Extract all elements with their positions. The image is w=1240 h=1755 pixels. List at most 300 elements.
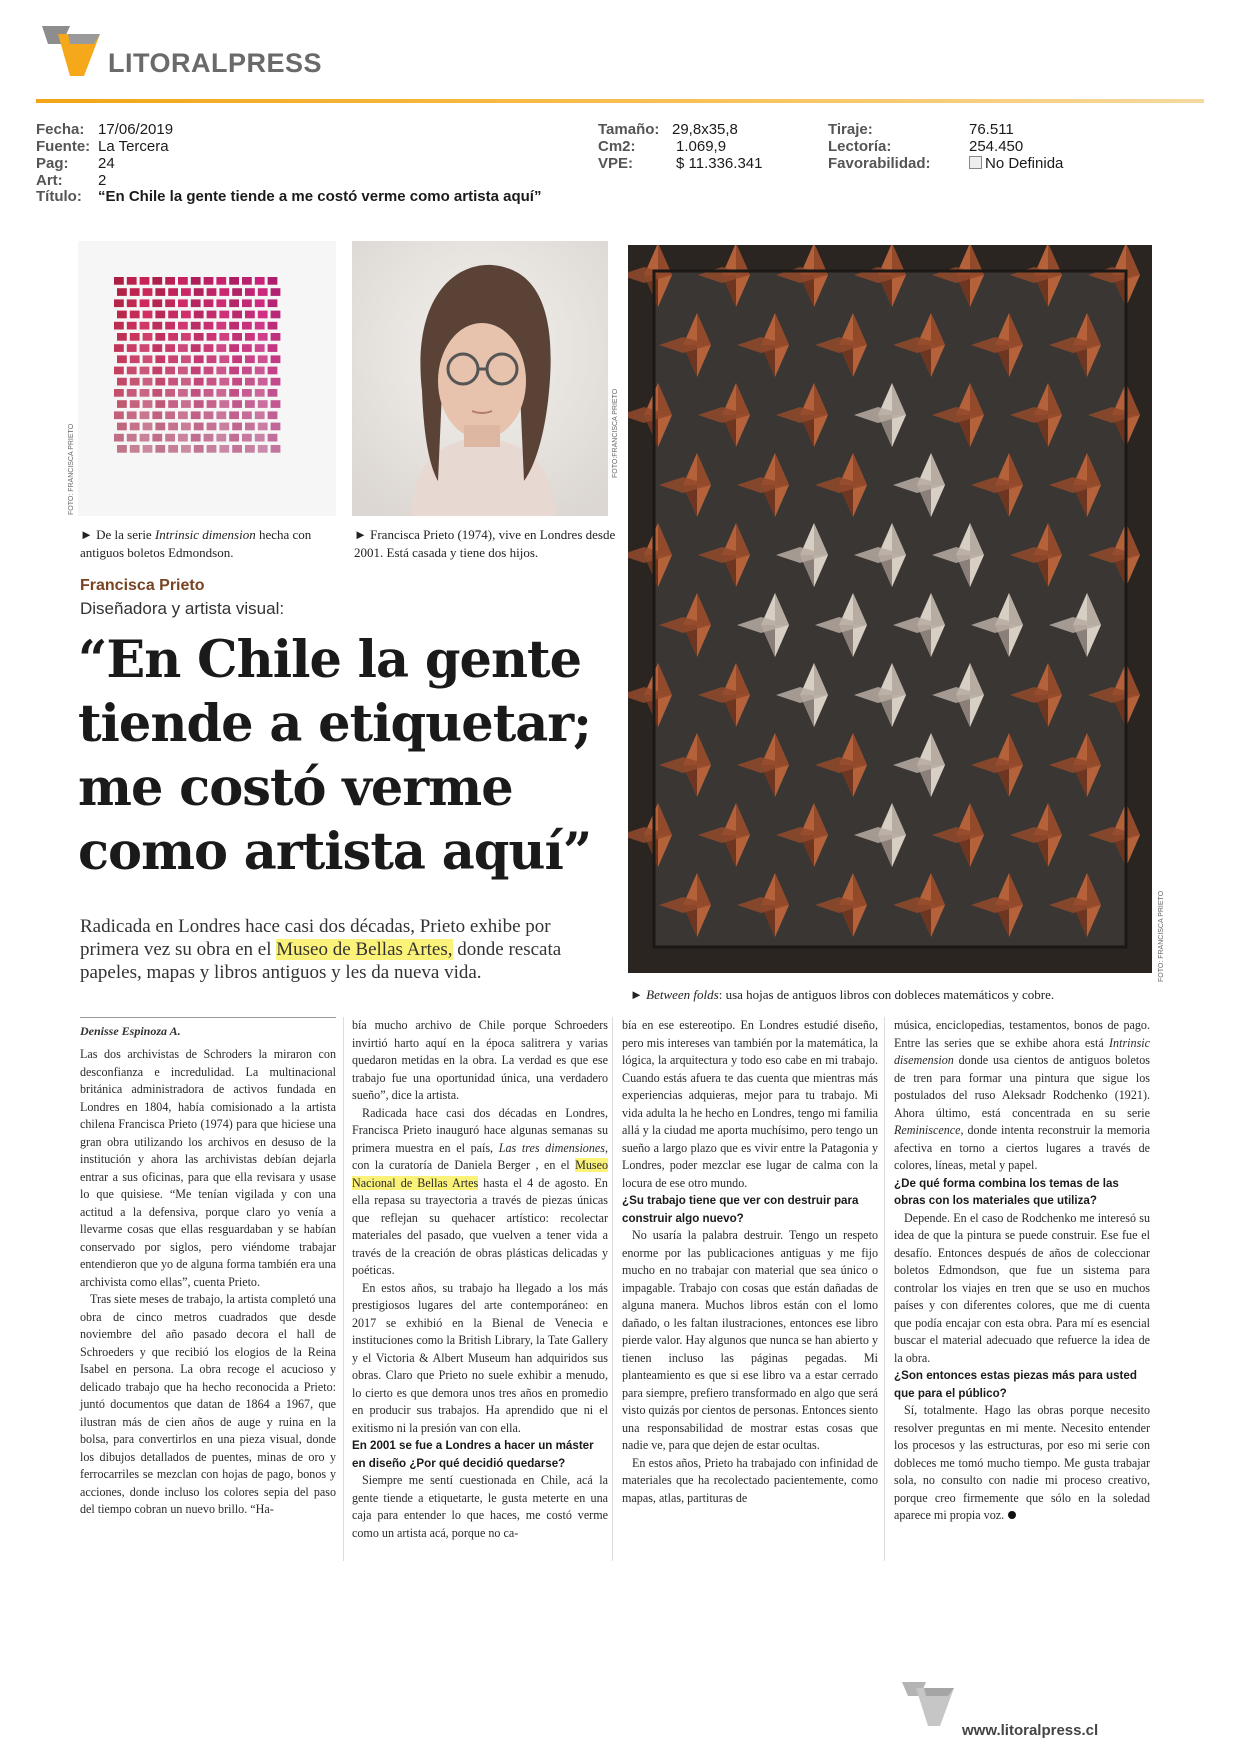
ticket-tile <box>255 277 265 285</box>
ticket-tile <box>232 333 242 341</box>
ticket-tile <box>117 378 127 386</box>
ticket-tile <box>207 333 217 341</box>
ticket-tile <box>114 322 124 330</box>
ticket-tile <box>194 400 204 408</box>
folded-artwork-image <box>628 245 1152 973</box>
col4-paragraph <box>894 1017 1150 1175</box>
col2-text: Radicada hace casi dos décadas en Londres, Francisca Prieto inauguró hace algunas semanas su primera muestra en el país, <box>352 1105 608 1155</box>
ticket-tile <box>127 299 137 307</box>
ticket-tile <box>114 434 124 442</box>
ticket-tile <box>140 367 150 375</box>
ticket-tile <box>178 277 188 285</box>
ticket-tile <box>114 277 124 285</box>
ticket-tile <box>127 344 137 352</box>
meta-label-titulo: Título: <box>36 188 82 205</box>
ticket-tile <box>191 299 201 307</box>
ticket-tile <box>229 389 239 397</box>
ticket-tile <box>178 299 188 307</box>
ticket-tile <box>216 277 226 285</box>
col2-italic: Las tres dimensiones <box>498 1140 605 1155</box>
ticket-tile <box>152 322 162 330</box>
caption-c <box>630 986 1170 1004</box>
ticket-tile <box>255 367 265 375</box>
meta-label-vpe: VPE: <box>598 155 634 172</box>
ticket-tile <box>181 311 191 319</box>
lead-after: donde rescata papeles, mapas y libros antiguos y les da nueva vida. <box>80 939 562 983</box>
ticket-tile <box>152 277 162 285</box>
ticket-tile <box>165 367 175 375</box>
ticket-tile <box>114 367 124 375</box>
caption-c-prefix: ► <box>630 987 647 1002</box>
ticket-tile <box>152 434 162 442</box>
caption-c-italic: Between folds <box>646 987 719 1002</box>
checkbox-icon <box>969 156 982 169</box>
col4-text: música, enciclopedias, testamentos, bonos de pago. Entre las series que se exhibe ahora está <box>894 1018 1150 1050</box>
meta-label-fuente: Fuente: <box>36 138 91 155</box>
portrait-image <box>352 241 608 516</box>
ticket-tile <box>168 378 178 386</box>
ticket-tile <box>114 389 124 397</box>
ticket-tile <box>232 400 242 408</box>
ticket-tile <box>165 434 175 442</box>
meta-value-lectoria: 254.450 <box>969 138 1024 155</box>
ticket-tile <box>194 445 204 453</box>
lead-highlight: Museo de Bellas Artes, <box>276 939 453 960</box>
ticket-tile <box>271 288 281 296</box>
litoralpress-logo-icon <box>40 22 110 82</box>
ticket-tile <box>155 378 165 386</box>
ticket-tile <box>140 322 150 330</box>
ticket-tile <box>271 445 281 453</box>
ticket-tile <box>178 344 188 352</box>
ticket-tile <box>143 423 153 431</box>
ticket-tile <box>127 322 137 330</box>
ticket-tile <box>268 299 278 307</box>
article-column-1 <box>80 1046 336 1519</box>
ticket-tile <box>229 277 239 285</box>
ticket-tile <box>181 400 191 408</box>
ticket-tile <box>127 411 137 419</box>
ticket-tile <box>255 389 265 397</box>
ticket-tile <box>140 277 150 285</box>
ticket-tile <box>178 322 188 330</box>
meta-right <box>828 121 1063 172</box>
ticket-tile <box>191 389 201 397</box>
meta-value-titulo: “En Chile la gente tiende a me costó verme como artista aquí” <box>98 188 542 205</box>
ticket-tile <box>178 389 188 397</box>
ticket-tile <box>242 367 252 375</box>
col4-text: , donde intenta reconstruir la memoria afectiva en torno a ciertos lugares a través de colores, líneas, metal y papel. <box>894 1123 1150 1172</box>
ticket-tile <box>155 333 165 341</box>
ticket-tile <box>127 277 137 285</box>
column-rule <box>884 1017 885 1561</box>
article-column-2 <box>352 1017 608 1542</box>
photo-credit-c: FOTO: FRANCISCA PRIETO <box>1158 890 1165 982</box>
ticket-tile <box>216 367 226 375</box>
caption-a-italic: Intrinsic dimension <box>154 527 256 542</box>
col2-question: En 2001 se fue a Londres a hacer un máster en diseño ¿Por qué decidió quedarse? <box>352 1439 594 1470</box>
ticket-tile <box>245 333 255 341</box>
ticket-tile <box>204 344 214 352</box>
ticket-tile <box>143 355 153 363</box>
ticket-tile <box>255 411 265 419</box>
ticket-tile <box>165 299 175 307</box>
ticket-tile <box>219 311 229 319</box>
ticket-tile <box>258 311 268 319</box>
ticket-tile <box>229 299 239 307</box>
ticket-tile <box>271 355 281 363</box>
col4-question: ¿Son entonces estas piezas más para usted que para el público? <box>894 1369 1137 1400</box>
ticket-tile <box>204 322 214 330</box>
ticket-tile <box>152 367 162 375</box>
ticket-tile <box>178 411 188 419</box>
meta-value-favorabilidad: No Definida <box>985 155 1064 172</box>
ticket-tile <box>165 277 175 285</box>
header-rule <box>36 99 1204 103</box>
col3-question: ¿Su trabajo tiene que ver con destruir para construir algo nuevo? <box>622 1194 859 1225</box>
ticket-tile <box>258 355 268 363</box>
ticket-tile <box>268 277 278 285</box>
ticket-tile <box>229 322 239 330</box>
ticket-tile <box>165 322 175 330</box>
ticket-tile <box>204 411 214 419</box>
ticket-tile <box>168 355 178 363</box>
ticket-tile <box>127 389 137 397</box>
headline: “En Chile la gente tiende a etiquetar; me costó verme como artista aquí” <box>78 630 592 882</box>
ticket-tile <box>216 434 226 442</box>
ticket-tile <box>140 389 150 397</box>
ticket-tile <box>168 333 178 341</box>
ticket-tile <box>242 299 252 307</box>
meta-mid <box>598 121 762 172</box>
ticket-tile <box>207 423 217 431</box>
ticket-tile <box>255 434 265 442</box>
col4-paragraph <box>894 1402 1150 1525</box>
col4-text: Sí, totalmente. Hago las obras porque necesito resolver preguntas en mi mente. Necesito entender los procesos y las estructuras, por eso mi serie con dobleces me tomó mucho tiempo. Me gusta trabajar sola, no consulto con nadie mi proceso creativo, porque creo firmemente que sólo en la soledad aparece mi propia voz. <box>894 1403 1150 1522</box>
ticket-tile <box>268 389 278 397</box>
ticket-tile <box>255 322 265 330</box>
ticket-tile <box>232 355 242 363</box>
col1-paragraph: Tras siete meses de trabajo, la artista completó una obra de cinco metros cuadrados que desde noviembre del año pasado decora el hall de Schroeders y que recibió los elogios de la Reina Isabel en persona. La obra recoge el acucioso y delicado trabajo que ha hecho reconocida a Prieto: juntó documentos que datan de 1864 a 1967, que ilustran más de cien años de auge y ruina en la bolsa, para convertirlos en una pieza visual, donde los dibujos detallados de puentes, minas de oro y ferrocarriles se mezclan con hojas de pago, bonos y acciones, donde incluso los colores sepia del paso del tiempo cobran un nuevo brillo. “Ha- <box>80 1292 336 1516</box>
ticket-tile <box>216 299 226 307</box>
ticket-tile <box>152 411 162 419</box>
ticket-tile <box>245 311 255 319</box>
ticket-tile <box>245 288 255 296</box>
ticket-tile <box>178 434 188 442</box>
col2-text: , con la curatoría de Daniela Berger , en el <box>352 1140 609 1172</box>
ticket-tile <box>219 378 229 386</box>
footer-logo-icon <box>900 1678 962 1730</box>
ticket-tile <box>232 423 242 431</box>
ticket-tile <box>130 311 140 319</box>
ticket-tile <box>207 311 217 319</box>
meta-label-cm2: Cm2: <box>598 138 636 155</box>
footer-url: www.litoralpress.cl <box>962 1722 1099 1739</box>
ticket-tile <box>155 445 165 453</box>
ticket-tile <box>181 378 191 386</box>
ticket-tile <box>127 367 137 375</box>
ticket-tile <box>245 445 255 453</box>
ticket-tile <box>204 367 214 375</box>
col1-paragraph: Las dos archivistas de Schroders la miraron con desconfianza e incredulidad. La multinacional británica administradora de activos fundada en Londres en 1804, había comisionado a la artista chilena Francisca Prieto (1974) para que hiciese una gran obra utilizando los archivos en desuso de la institución y ahora las archivistas debían dejarla entrar a sus oficinas, para que ella revisara y usase lo que quisiese. “Me tenían vigilada y con una actitud a la defensiva, porque claro yo venía a llevarme cosas que ellas resguardaban y se habían conservado por siglos, pero viéndome trabajar entendieron que yo de alguna forma también era una archivista como ellas”, cuenta Prieto. <box>80 1047 336 1289</box>
ticket-tile <box>216 344 226 352</box>
ticket-tile <box>245 423 255 431</box>
ticket-tile <box>191 344 201 352</box>
ticket-tile <box>229 434 239 442</box>
ticket-tile <box>143 400 153 408</box>
ticket-tile <box>130 288 140 296</box>
ticket-tile <box>232 288 242 296</box>
ticket-tile <box>140 299 150 307</box>
col3-paragraph: En estos años, Prieto ha trabajado con infinidad de materiales que ha recolectado pacientemente, como mapas, atlas, partituras de <box>622 1455 878 1505</box>
caption-a <box>80 526 340 562</box>
ticket-tile <box>268 367 278 375</box>
ticket-tile <box>130 423 140 431</box>
ticket-tile <box>229 344 239 352</box>
meta-label-favorabilidad: Favorabilidad: <box>828 155 931 172</box>
end-bullet-icon <box>1008 1511 1016 1519</box>
meta-label-fecha: Fecha: <box>36 121 85 138</box>
article-column-3 <box>622 1017 878 1507</box>
ticket-tile <box>117 288 127 296</box>
meta-value-fuente: La Tercera <box>98 138 169 155</box>
ticket-tile <box>268 344 278 352</box>
meta-label-tiraje: Tiraje: <box>828 121 873 138</box>
ticket-tile <box>268 434 278 442</box>
ticket-tile <box>191 322 201 330</box>
ticket-tile <box>229 411 239 419</box>
caption-b: ► Francisca Prieto (1974), vive en Londres desde 2001. Está casada y tiene dos hijos. <box>354 527 616 560</box>
ticket-tile <box>114 299 124 307</box>
ticket-tile <box>181 333 191 341</box>
ticket-tile <box>242 411 252 419</box>
ticket-tile <box>271 423 281 431</box>
ticket-tile <box>117 333 127 341</box>
col4-text: donde usa cientos de antiguos boletos de tren para formar una pintura que sigue los postulados del ruso Aleksadr Rodchenko (1921). Ahora último, está concentrada en su serie <box>894 1053 1150 1120</box>
ticket-tile <box>255 344 265 352</box>
brand-name: LITORALPRESS <box>108 48 323 78</box>
ticket-tile <box>155 355 165 363</box>
ticket-tile <box>117 400 127 408</box>
ticket-tile <box>181 423 191 431</box>
ticket-tile <box>155 311 165 319</box>
ticket-tile <box>194 355 204 363</box>
meta-left <box>36 121 173 189</box>
ticket-tile <box>143 288 153 296</box>
ticket-grid-image <box>78 241 336 516</box>
ticket-tile <box>143 311 153 319</box>
ticket-tile <box>242 322 252 330</box>
meta-label-tamano: Tamaño: <box>598 121 660 138</box>
ticket-tile <box>219 400 229 408</box>
ticket-tile <box>232 311 242 319</box>
col2-paragraph: Siempre me sentí cuestionada en Chile, acá la gente tiende a etiquetarte, le gusta meterte en una caja para entender lo que haces, me costó verme como un artista acá, porque no ca- <box>352 1473 608 1540</box>
ticket-tile <box>181 288 191 296</box>
ticket-tile <box>127 434 137 442</box>
ticket-tile <box>168 400 178 408</box>
col3-paragraph: No usaría la palabra destruir. Tengo un respeto enorme por las publicaciones antiguas y me fijo mucho en no trabajar con material que sea único o impagable. Trabajo con cosas que están dañadas de alguna manera. Muchos libros están con el lomo dañado, o les faltan ilustraciones, entonces ese libro pierde valor. Hay algunos que nunca se han abierto y tienen incluso las páginas pegadas. Mi planteamiento es que si ese libro va a estar cerrado para siempre, prefiero transformado en algo que será visto quizás por cientos de personas. Entonces siento una responsabilidad de mostrar estas cosas que nadie ve, para que dejen de estar ocultas. <box>622 1228 878 1452</box>
byline: Denisse Espinoza A. <box>80 1024 181 1038</box>
ticket-tile <box>130 378 140 386</box>
ticket-tile <box>191 367 201 375</box>
caption-c-suffix: : usa hojas de antiguos libros con dobleces matemáticos y cobre. <box>718 987 1055 1002</box>
ticket-tile <box>168 423 178 431</box>
column-rule <box>612 1017 613 1561</box>
ticket-tile <box>271 333 281 341</box>
ticket-tile <box>130 445 140 453</box>
col4-italic: Intrinsic disemension <box>894 1035 1150 1067</box>
ticket-tile <box>242 277 252 285</box>
byline-rule <box>80 1017 336 1018</box>
ticket-tile <box>255 299 265 307</box>
ticket-tile <box>229 367 239 375</box>
meta-value-fecha: 17/06/2019 <box>98 121 174 138</box>
col2-paragraph <box>352 1105 608 1280</box>
ticket-tile <box>258 288 268 296</box>
ticket-tile <box>194 311 204 319</box>
ticket-tile <box>204 389 214 397</box>
ticket-tile <box>191 434 201 442</box>
ticket-tile <box>165 344 175 352</box>
ticket-tile <box>143 445 153 453</box>
col2-paragraph: bía mucho archivo de Chile porque Schroeders invirtió harto aquí en la época salitrera y varias quedaron metidas en la obra. La verdad es que ese trabajo fue una oportunidad única, una verdadero sueño”, dice la artista. <box>352 1018 608 1102</box>
photo-credit-b: FOTO:FRANCISCA PRIETO <box>612 388 619 478</box>
ticket-tile <box>168 288 178 296</box>
ticket-tile <box>204 434 214 442</box>
ticket-tile <box>140 344 150 352</box>
ticket-tile <box>152 389 162 397</box>
ticket-tile <box>232 445 242 453</box>
lead-before: Radicada en Londres hace casi dos décadas, Prieto exhibe por primera vez su obra en el <box>80 916 551 960</box>
ticket-tile <box>165 411 175 419</box>
ticket-tile <box>194 378 204 386</box>
photo-intrinsic-dimension <box>78 241 336 516</box>
ticket-tile <box>165 389 175 397</box>
ticket-tile <box>143 333 153 341</box>
ticket-tile <box>130 333 140 341</box>
ticket-tile <box>168 311 178 319</box>
ticket-tile <box>207 355 217 363</box>
lead-paragraph <box>80 915 610 984</box>
ticket-tile <box>191 411 201 419</box>
ticket-tile <box>130 355 140 363</box>
ticket-tile <box>204 299 214 307</box>
ticket-tile <box>232 378 242 386</box>
meta-value-cm2: 1.069,9 <box>676 138 727 155</box>
meta-label-pag: Pag: <box>36 155 69 172</box>
ticket-tile <box>191 277 201 285</box>
article-column-4 <box>894 1017 1150 1525</box>
caption-a-prefix: ► De la serie <box>80 527 155 542</box>
ticket-tile <box>114 411 124 419</box>
ticket-tile <box>268 411 278 419</box>
ticket-tile <box>117 423 127 431</box>
ticket-tile <box>216 411 226 419</box>
ticket-tile <box>207 378 217 386</box>
photo-credit-a: FOTO: FRANCISCA PRIETO <box>68 423 75 515</box>
ticket-tile <box>204 277 214 285</box>
col4-paragraph: Depende. En el caso de Rodchenko me interesó su idea de que la pintura se puede construir. Ese fue el desafío. Entonces después de años de coleccionar boletos Edmondson, que fue un sistema para controlar los viajes en tren que se uso en muchos países y con diferentes colores, que me di cuenta que podía encajar con esta obra. Para mí es esencial buscar el material adecuado que refuerce la idea de la obra. <box>894 1210 1150 1365</box>
meta-label-lectoria: Lectoría: <box>828 138 892 155</box>
ticket-tile <box>258 400 268 408</box>
ticket-tile <box>219 445 229 453</box>
ticket-tile <box>219 423 229 431</box>
column-rule <box>343 1017 344 1561</box>
meta-value-tamano: 29,8x35,8 <box>672 121 738 138</box>
ticket-tile <box>258 333 268 341</box>
ticket-tile <box>155 400 165 408</box>
col4-italic: Reminiscence <box>894 1123 961 1137</box>
ticket-tile <box>117 355 127 363</box>
ticket-tile <box>245 378 255 386</box>
ticket-tile <box>181 355 191 363</box>
ticket-tile <box>168 445 178 453</box>
ticket-tile <box>181 445 191 453</box>
ticket-tile <box>194 288 204 296</box>
caption-a-suffix: hecha con antiguos boletos Edmondson. <box>80 527 312 560</box>
ticket-tile <box>117 445 127 453</box>
ticket-tile <box>242 389 252 397</box>
ticket-tile <box>258 423 268 431</box>
ticket-tile <box>207 445 217 453</box>
ticket-tile <box>216 389 226 397</box>
ticket-tile <box>114 344 124 352</box>
ticket-tile <box>143 378 153 386</box>
ticket-tile <box>140 434 150 442</box>
col4-question: ¿De qué forma combina los temas de las obras con los materiales que utiliza? <box>894 1176 1119 1207</box>
ticket-tile <box>140 411 150 419</box>
col2-paragraph: En estos años, su trabajo ha llegado a los más prestigiosos lugares del arte contemporáneo: en 2017 se exhibió en la Bienal de Venecia e instituciones como la British Library, la Tate Gallery y el Victoria & Albert Museum han adquiridos sus obras. Claro que Prieto no suele exhibir a menudo, lo cierto es que demora unos tres años en promedio en producir sus trabajos. Ha aprendido que ni el exitismo ni la presión van con ella. <box>352 1280 608 1435</box>
ticket-tile <box>155 288 165 296</box>
col3-paragraph: bía en ese estereotipo. En Londres estudié diseño, pero mis intereses van también por la matemática, la lógica, la arquitectura y todo eso cabe en mi trabajo. Cuando estás afuera te das cuenta que mientras más experiencias adquieras, mejor para tu trabajo. Mi vida adulta la he hecho en Londres, tengo mi familia allá y la ciudad me aporta muchísimo, pero tengo un sueño a largo plazo que es vivir entre la Patagonia y Londres, poder mezclar ese lugar de calma con la locura de ese otro mundo. <box>622 1018 878 1190</box>
ticket-tile <box>155 423 165 431</box>
meta-value-art: 2 <box>98 172 107 189</box>
ticket-tile <box>258 378 268 386</box>
ticket-tile <box>245 355 255 363</box>
ticket-tile <box>268 322 278 330</box>
ticket-tile <box>216 322 226 330</box>
kicker-name: Francisca Prieto <box>80 577 205 594</box>
ticket-tile <box>258 445 268 453</box>
meta-value-tiraje: 76.511 <box>969 121 1014 138</box>
ticket-tile <box>194 333 204 341</box>
ticket-tile <box>219 333 229 341</box>
ticket-tile <box>130 400 140 408</box>
ticket-tile <box>207 400 217 408</box>
ticket-tile <box>242 434 252 442</box>
ticket-tile <box>194 423 204 431</box>
ticket-tile <box>152 299 162 307</box>
ticket-tile <box>242 344 252 352</box>
ticket-tile <box>152 344 162 352</box>
col2-text: hasta el 4 de agosto. En ella repasa su trayectoria a través de piezas únicas que reflejan su quehacer artístico: recolectar materiales del pasado, que vuelven a tener vida a través de la creación de obras plásticas delicadas y poéticas. <box>352 1175 608 1277</box>
meta-label-art: Art: <box>36 172 63 189</box>
meta-value-vpe: $ 11.336.341 <box>676 155 763 172</box>
ticket-tile <box>271 400 281 408</box>
meta-title <box>36 188 541 205</box>
ticket-tile <box>271 311 281 319</box>
ticket-tile <box>271 378 281 386</box>
ticket-tile <box>178 367 188 375</box>
photo-between-folds <box>628 245 1152 973</box>
ticket-tile <box>219 355 229 363</box>
kicker-role: Diseñadora y artista visual: <box>80 599 285 618</box>
ticket-tile <box>207 288 217 296</box>
ticket-tile <box>219 288 229 296</box>
meta-value-pag: 24 <box>98 155 115 172</box>
col2-highlight: Museo Nacional de Bellas Artes <box>352 1158 608 1190</box>
portrait-photo <box>352 241 608 516</box>
